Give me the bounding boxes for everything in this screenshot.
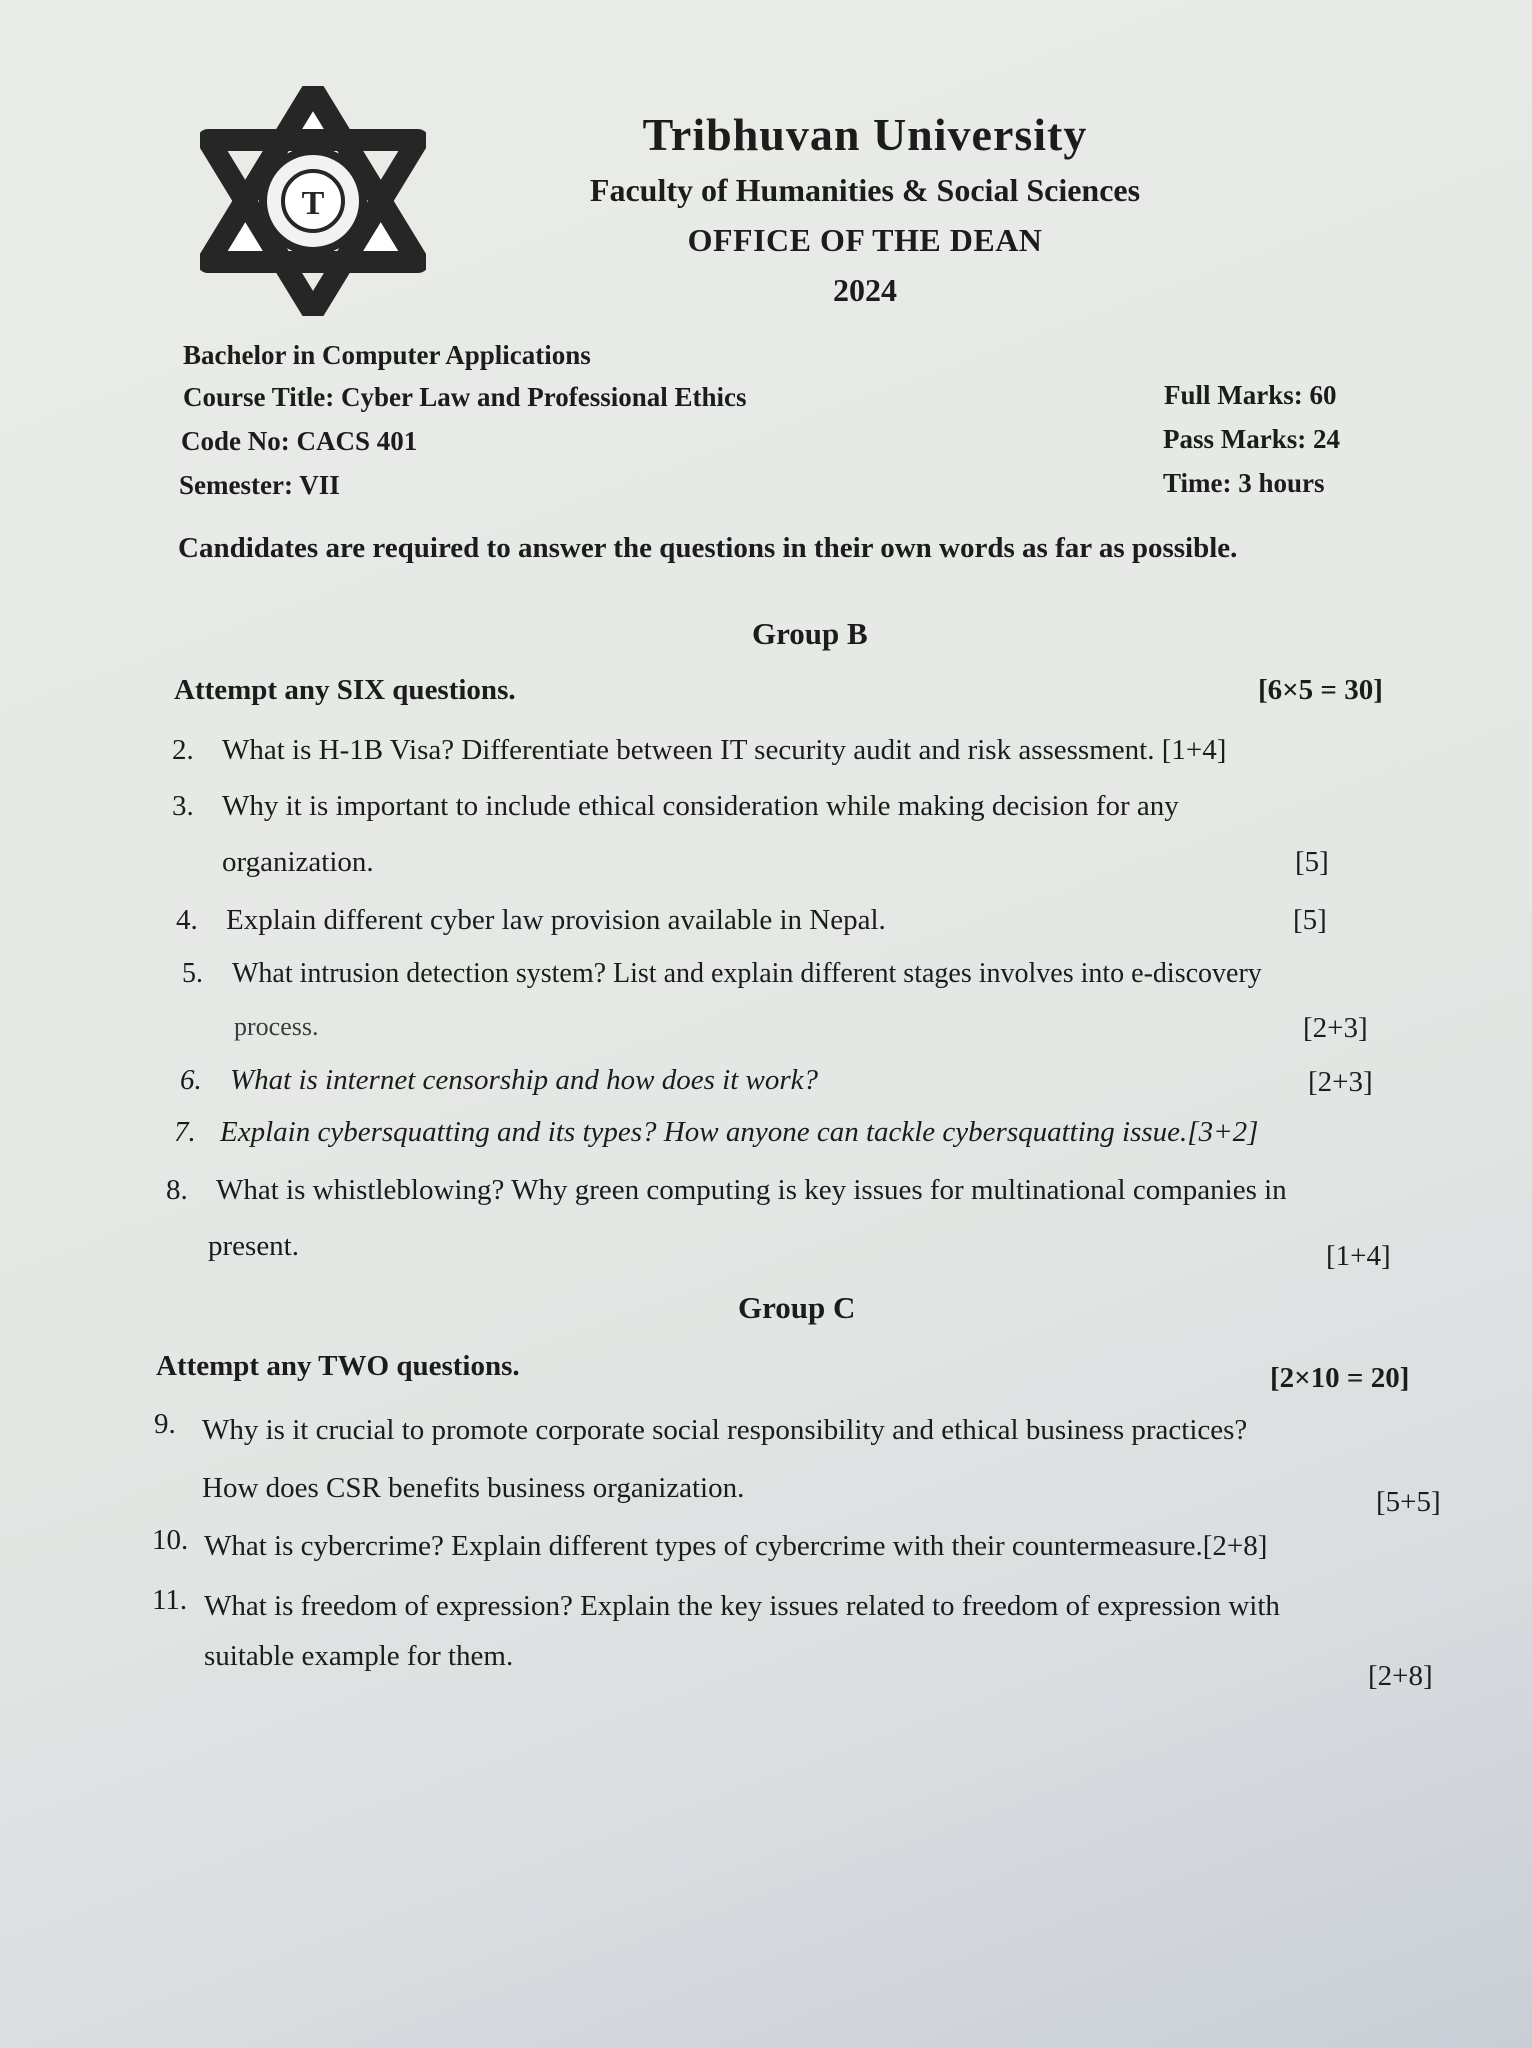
- question-number: 6.: [180, 1064, 202, 1096]
- question-marks: [5]: [1293, 904, 1327, 936]
- question-marks: [2+3]: [1308, 1066, 1373, 1098]
- instruction-text: Candidates are required to answer the questions in their own words as far as possible.: [178, 532, 1238, 564]
- question-text: Why it is important to include ethical consideration while making decision for any: [222, 790, 1179, 822]
- question-number: 10.: [152, 1524, 189, 1556]
- question-number: 8.: [166, 1174, 188, 1206]
- question-text: What is cybercrime? Explain different types of cybercrime with their countermeasure.[2+8]: [204, 1530, 1268, 1562]
- question-number: 5.: [182, 958, 203, 989]
- question-number: 4.: [176, 904, 198, 936]
- question-text-cont: suitable example for them.: [204, 1640, 514, 1672]
- question-marks: [2+3]: [1303, 1012, 1368, 1044]
- question-text: What is internet censorship and how does it work?: [230, 1064, 819, 1096]
- question-marks: [1+4]: [1326, 1240, 1391, 1272]
- question-text: Explain different cyber law provision available in Nepal.: [226, 904, 886, 936]
- question-text: What intrusion detection system? List and explain different stages involves into e-discovery: [232, 958, 1262, 989]
- question-number: 7.: [174, 1116, 196, 1148]
- university-name: Tribhuvan University: [642, 109, 1088, 160]
- question-number: 11.: [152, 1584, 188, 1616]
- group-c-attempt: Attempt any TWO questions.: [156, 1350, 520, 1382]
- question-text: Explain cybersquatting and its types? How anyone can tackle cybersquatting issue.[3+2]: [220, 1116, 1259, 1148]
- group-b-marks: [6×5 = 30]: [1258, 674, 1383, 706]
- course-title: Course Title: Cyber Law and Professional Ethics: [183, 382, 747, 412]
- exam-time: Time: 3 hours: [1163, 468, 1325, 498]
- question-text-cont: organization.: [222, 846, 374, 878]
- group-b-attempt: Attempt any SIX questions.: [174, 674, 516, 706]
- question-number: 9.: [154, 1408, 176, 1440]
- exam-year: 2024: [833, 272, 897, 308]
- question-text: What is freedom of expression? Explain the key issues related to freedom of expression with: [204, 1590, 1280, 1622]
- question-text-cont: process.: [234, 1012, 319, 1041]
- question-text: What is whistleblowing? Why green computing is key issues for multinational companies in: [216, 1174, 1287, 1206]
- question-marks: [5+5]: [1376, 1486, 1441, 1518]
- question-marks: [2+8]: [1368, 1660, 1433, 1692]
- question-number: 2.: [172, 734, 194, 766]
- pass-marks: Pass Marks: 24: [1163, 424, 1340, 454]
- program-name: Bachelor in Computer Applications: [183, 340, 591, 370]
- tu-star-logo-icon: [200, 86, 426, 316]
- office-name: OFFICE OF THE DEAN: [687, 222, 1043, 258]
- question-text-cont: How does CSR benefits business organization.: [202, 1472, 745, 1504]
- svg-text:T: T: [301, 185, 325, 222]
- course-code: Code No: CACS 401: [181, 426, 418, 456]
- faculty-name: Faculty of Humanities & Social Sciences: [589, 172, 1141, 208]
- full-marks: Full Marks: 60: [1164, 380, 1337, 410]
- question-text: Why is it crucial to promote corporate social responsibility and ethical business practices?: [202, 1414, 1248, 1446]
- question-text: What is H-1B Visa? Differentiate between IT security audit and risk assessment. [1+4]: [222, 734, 1227, 766]
- question-text-cont: present.: [208, 1230, 299, 1262]
- question-marks: [5]: [1295, 846, 1329, 878]
- semester: Semester: VII: [179, 470, 340, 500]
- group-c-title: Group C: [738, 1290, 856, 1325]
- group-b-title: Group B: [752, 616, 868, 651]
- question-number: 3.: [172, 790, 194, 822]
- group-c-marks: [2×10 = 20]: [1270, 1362, 1410, 1394]
